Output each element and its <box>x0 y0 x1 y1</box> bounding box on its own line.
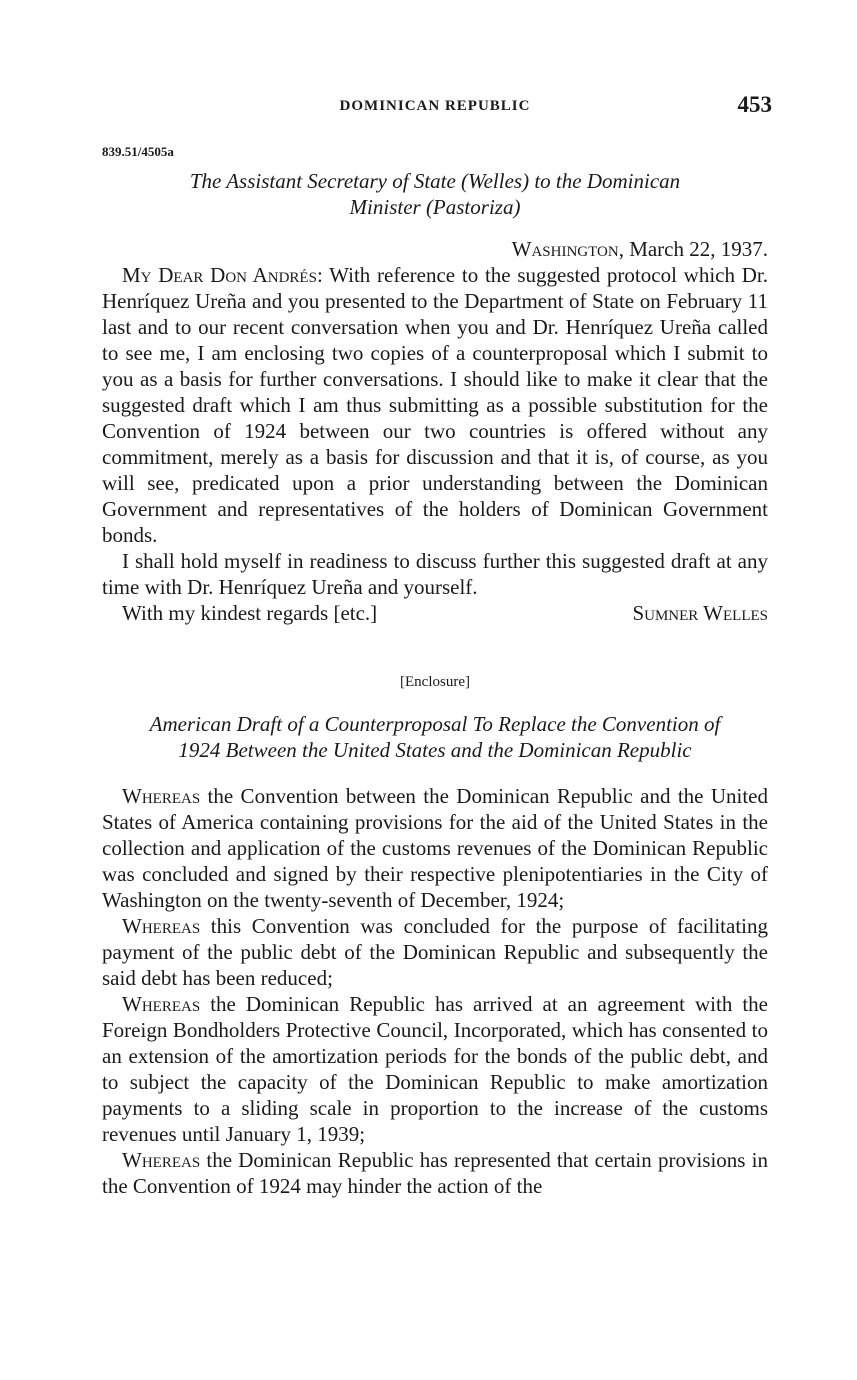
closing-text: With my kindest regards [etc.] <box>122 601 378 625</box>
closing-line <box>102 600 768 626</box>
whereas-clause-4 <box>102 1147 768 1199</box>
whereas-clause-3-text: the Dominican Republic has arrived at an agreement with the Foreign Bondholders Protective Council, Incorporated, which has consented to an extension of the amortization periods for the bonds of the public debt, and to subject the capacity of the Dominican Republic to make amortization payments to a sliding scale in proportion to the increase of the customs revenues until January 1, 1939; <box>102 992 768 1146</box>
whereas-clause-2 <box>102 913 768 991</box>
letter-title-line1: The Assistant Secretary of State (Welles) to the Dominican <box>189 169 681 193</box>
enclosure-title <box>102 711 768 763</box>
whereas-clause-2-text: this Convention was concluded for the purpose of facilitating payment of the public debt of the Dominican Republic and subsequently the said debt has been reduced; <box>102 914 768 990</box>
dateline-date: , March 22, 1937. <box>618 237 768 261</box>
dateline-place: Washington <box>511 237 619 261</box>
whereas-clause-4-text: the Dominican Republic has represented that certain provisions in the Convention of 1924 may hinder the action of the <box>102 1148 768 1198</box>
page-number: 453 <box>737 92 772 117</box>
enclosure-title-line2: 1924 Between the United States and the Dominican Republic <box>178 738 692 762</box>
file-number: 839.51/4505a <box>102 144 174 159</box>
running-title: DOMINICAN REPUBLIC <box>339 98 531 114</box>
whereas-clause-3 <box>102 991 768 1147</box>
enclosure-title-line1: American Draft of a Counterproposal To Replace the Convention of <box>149 712 721 736</box>
letter-title-line2: Minister (Pastoriza) <box>349 195 521 219</box>
letter-paragraph-2: I shall hold myself in readiness to discuss further this suggested draft at any time with Dr. Henríquez Ureña and yourself. <box>102 549 768 599</box>
letter-title <box>132 168 738 220</box>
signature: Sumner Welles <box>632 601 768 625</box>
letter-paragraph-1 <box>102 262 768 548</box>
whereas-word: Whereas <box>122 1148 201 1172</box>
running-head <box>102 92 772 126</box>
whereas-clause-1-text: the Convention between the Dominican Republic and the United States of America containing provisions for the aid of the United States in the collection and application of the customs revenues of the Dominican Republic was concluded and signed by their respective plenipotentiaries in the City of Washington on the twenty-seventh of December, 1924; <box>102 784 768 912</box>
salutation: My Dear Don Andrés <box>122 263 317 287</box>
document-page <box>102 92 772 1199</box>
whereas-clause-1 <box>102 783 768 913</box>
letter-paragraph-1-text: : With reference to the suggested protocol which Dr. Henríquez Ureña and you presented to the Department of State on February 11 last and to our recent conversation when you and Dr. Henríquez Ureña called to see me, I am enclosing two copies of a counterproposal which I submit to you as a basis for further conversations. I should like to make it clear that the suggested draft which I am thus submitting as a possible substitution for the Convention of 1924 between our two countries is offered without any commitment, merely as a basis for discussion and that it is, of course, as you will see, predicated upon a prior understanding between the Dominican Government and representatives of the holders of Dominican Government bonds. <box>102 263 768 547</box>
whereas-word: Whereas <box>122 992 201 1016</box>
enclosure-label: [Enclosure] <box>400 674 470 690</box>
whereas-word: Whereas <box>122 914 201 938</box>
dateline <box>102 236 768 262</box>
whereas-word: Whereas <box>122 784 201 808</box>
